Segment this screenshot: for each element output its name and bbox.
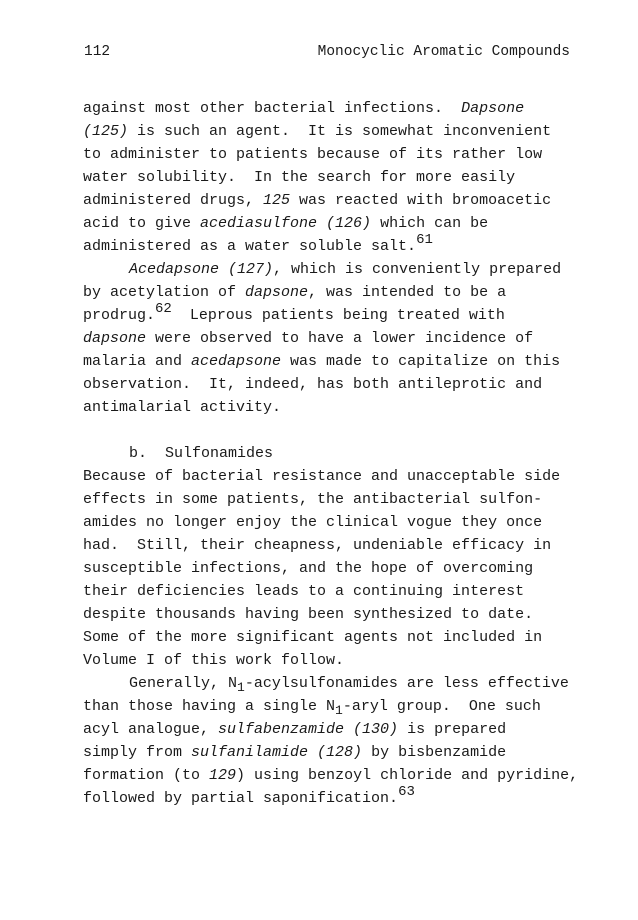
text-line <box>83 301 593 327</box>
text-segment: had. Still, their cheapness, undeniable efficacy in <box>83 537 552 554</box>
text-line <box>83 672 593 695</box>
page-number: 112 <box>84 44 111 60</box>
italic-term: Acedapsone (127) <box>129 261 274 278</box>
text-line <box>83 784 593 810</box>
text-segment: to administer to patients because of its rather low <box>83 146 543 163</box>
text-segment: acid to give <box>83 215 201 232</box>
text-line <box>83 396 593 419</box>
blank-line <box>83 419 593 442</box>
text-segment: Generally, N <box>129 675 238 692</box>
text-line <box>83 232 593 258</box>
text-segment: was made to capitalize on this <box>281 353 561 370</box>
text-line <box>83 373 593 396</box>
text-line <box>83 258 593 281</box>
italic-term: 129 <box>209 767 237 784</box>
text-line <box>83 557 593 580</box>
text-line <box>83 488 593 511</box>
text-line <box>83 741 593 764</box>
text-segment: Because of bacterial resistance and unacceptable side <box>83 468 561 485</box>
text-segment: was reacted with bromoacetic <box>290 192 552 209</box>
text-line <box>83 166 593 189</box>
text-line <box>83 534 593 557</box>
text-line <box>83 695 593 718</box>
text-line <box>83 327 593 350</box>
text-segment: administered drugs, <box>83 192 264 209</box>
text-segment: , which is conveniently prepared <box>273 261 562 278</box>
text-segment: is such an agent. It is somewhat inconvenient <box>128 123 552 140</box>
text-segment: ) using benzoyl chloride and pyridine, <box>236 767 579 784</box>
text-segment: prodrug. <box>83 307 156 324</box>
page-header <box>84 44 570 68</box>
italic-term: sulfabenzamide (130) <box>218 721 399 738</box>
text-line <box>83 603 593 626</box>
italic-term: acedapsone <box>191 353 282 370</box>
section-heading <box>83 442 593 465</box>
text-segment: antimalarial activity. <box>83 399 282 416</box>
text-line <box>83 465 593 488</box>
running-title: Monocyclic Aromatic Compounds <box>317 44 570 60</box>
text-line <box>83 143 593 166</box>
text-segment: their deficiencies leads to a continuing interest <box>83 583 525 600</box>
text-line <box>83 120 593 143</box>
text-segment: administered as a water soluble salt. <box>83 238 417 255</box>
text-segment: is prepared <box>398 721 507 738</box>
text-line <box>83 511 593 534</box>
text-segment: Volume I of this work follow. <box>83 652 345 669</box>
text-segment: simply from <box>83 744 192 761</box>
text-segment: were observed to have a lower incidence of <box>146 330 534 347</box>
italic-term: dapsone <box>245 284 309 301</box>
text-line <box>83 580 593 603</box>
text-segment: , was intended to be a <box>308 284 507 301</box>
reference-superscript: 62 <box>155 301 172 317</box>
text-segment: Some of the more significant agents not included in <box>83 629 543 646</box>
text-segment: susceptible infections, and the hope of overcoming <box>83 560 534 577</box>
italic-term: dapsone <box>83 330 147 347</box>
body-text <box>83 97 593 810</box>
text-line <box>83 189 593 212</box>
text-segment: acyl analogue, <box>83 721 219 738</box>
text-segment: which can be <box>371 215 489 232</box>
italic-term: 125 <box>263 192 291 209</box>
reference-superscript: 63 <box>398 784 415 800</box>
italic-term: acediasulfone (126) <box>200 215 372 232</box>
text-line <box>83 212 593 235</box>
italic-term: sulfanilamide (128) <box>191 744 363 761</box>
text-segment: followed by partial saponification. <box>83 790 399 807</box>
text-segment: malaria and <box>83 353 192 370</box>
text-line <box>83 764 593 787</box>
text-segment: by bisbenzamide <box>362 744 507 761</box>
subscript: 1 <box>237 680 245 695</box>
text-segment: against most other bacterial infections. <box>83 100 462 117</box>
text-line <box>83 626 593 649</box>
text-segment: water solubility. In the search for more easily <box>83 169 516 186</box>
text-segment: b. Sulfonamides <box>129 445 274 462</box>
text-segment: -acylsulfonamides are less effective <box>244 675 569 692</box>
text-segment: observation. It, indeed, has both antileprotic and <box>83 376 543 393</box>
text-segment: amides no longer enjoy the clinical vogue they once <box>83 514 543 531</box>
text-segment: despite thousands having been synthesized to date. <box>83 606 534 623</box>
text-line <box>83 350 593 373</box>
italic-term: Dapsone <box>461 100 525 117</box>
text-segment: Leprous patients being treated with <box>171 307 505 324</box>
text-segment: by acetylation of <box>83 284 246 301</box>
text-segment: -aryl group. One such <box>342 698 541 715</box>
text-line <box>83 718 593 741</box>
subscript: 1 <box>335 703 343 718</box>
reference-superscript: 61 <box>416 232 433 248</box>
text-line <box>83 97 593 120</box>
italic-term: (125) <box>83 123 129 140</box>
text-segment: than those having a single N <box>83 698 336 715</box>
text-line <box>83 649 593 672</box>
text-segment: effects in some patients, the antibacterial sulfon- <box>83 491 543 508</box>
text-segment: formation (to <box>83 767 210 784</box>
